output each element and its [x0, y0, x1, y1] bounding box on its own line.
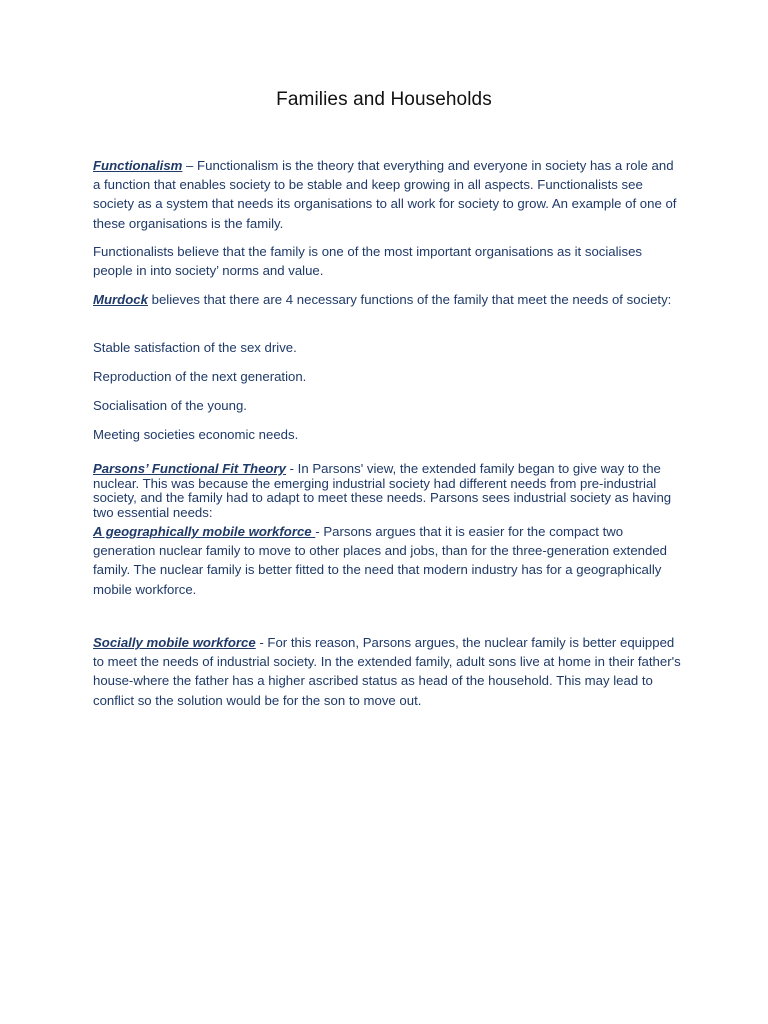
- family-importance-paragraph: Functionalists believe that the family is one of the most important organisations as it socialises people in into society’ norms and value.: [93, 244, 643, 279]
- geographic-term: A geographically mobile workforce: [93, 524, 316, 539]
- murdock-text: believes that there are 4 necessary functions of the family that meet the needs of society:: [147, 292, 672, 307]
- social-term: Socially mobile workforce: [93, 635, 256, 650]
- geographic-paragraph: [93, 522, 683, 599]
- function-item-2: Reproduction of the next generation.: [93, 369, 307, 384]
- parsons-paragraph: [93, 462, 683, 520]
- parsons-text: - In Parsons' view, the extended family began to give way to the nuclear. This was because the emerging industrial society had different needs from pre-industrial society, and the family had to adapt to meet these needs. Parsons sees industrial society as having two essential needs:: [93, 461, 672, 520]
- social-text: - For this reason, Parsons argues, the nuclear family is better equipped to meet the needs of industrial society. In the extended family, adult sons live at home in their father's house-where the father has a higher ascribed status as head of the household. This may lead to conflict so the solution would be for the son to move out.: [93, 635, 681, 708]
- function-item-3: Socialisation of the young.: [93, 398, 247, 413]
- functionalism-text: – Functionalism is the theory that everything and everyone in society has a role and a function that enables society to be stable and keep growing in all aspects. Functionalists see society as a system that needs its organisations to all work for society to grow. An example of one of these organisations is the family.: [93, 158, 677, 231]
- murdock-paragraph: [93, 290, 683, 309]
- geographic-text: - Parsons argues that it is easier for the compact two generation nuclear family to move to other places and jobs, than for the three-generation extended family. The nuclear family is better fitted to the need that modern industry has for a geographically mobile workforce.: [93, 524, 668, 597]
- murdock-term: Murdock: [93, 292, 148, 307]
- functionalism-term: Functionalism: [93, 158, 183, 173]
- social-paragraph: [93, 633, 683, 710]
- parsons-term: Parsons’ Functional Fit Theory: [93, 461, 286, 476]
- function-item-1: Stable satisfaction of the sex drive.: [93, 340, 297, 355]
- document-title: Families and Households: [276, 89, 492, 110]
- function-item-4: Meeting societies economic needs.: [93, 427, 299, 442]
- functionalism-paragraph: [93, 156, 683, 233]
